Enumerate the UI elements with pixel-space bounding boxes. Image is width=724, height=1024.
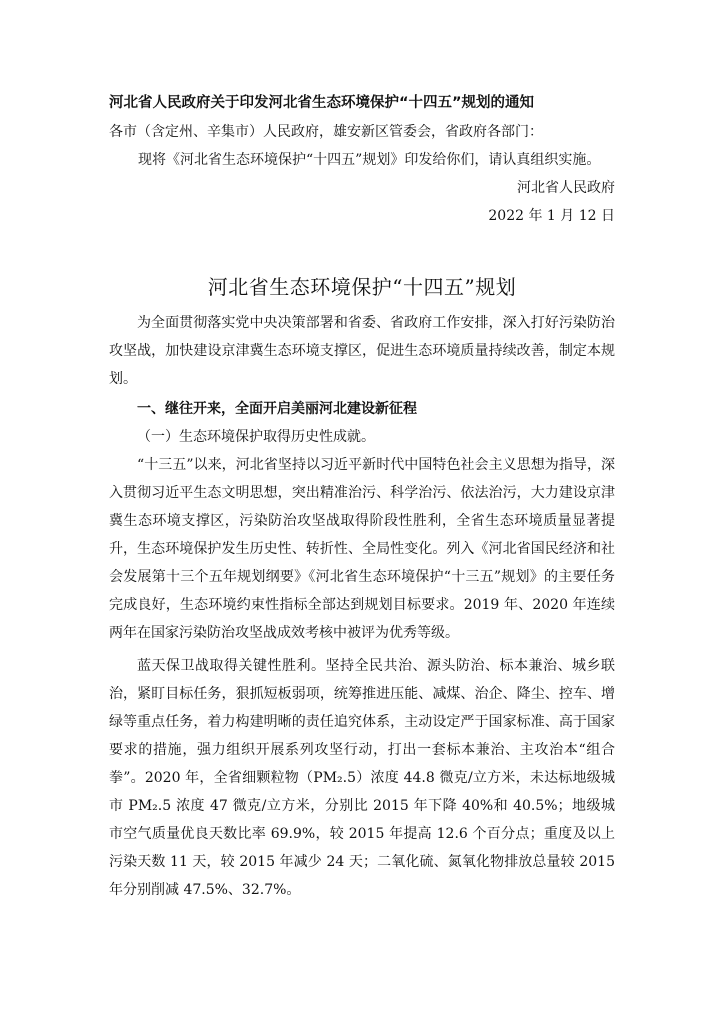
section-1-heading: 一、继往开来，全面开启美丽河北建设新征程 (137, 401, 417, 417)
plan-intro-paragraph: 为全面贯彻落实党中央决策部署和省委、省政府工作安排，深入打好污染防治攻坚战，加快建设京津冀生态环境支撑区，促进生态环境质量持续改善，制定本规划。 (109, 315, 615, 387)
body-paragraph-1: “十三五”以来，河北省坚持以习近平新时代中国特色社会主义思想为指导，深入贯彻习近平生态文明思想，突出精准治污、科学治污、依法治污，大力建设京津冀生态环境支撑区，污染防治攻坚战取得阶段性胜利，全省生态环境质量显著提升，生态环境保护发生历史性、转折性、全局性变化。列入《河北省国民经济和社会发展第十三个五年规划纲要》《河北省生态环境保护“十三五”规划》的主要任务完成良好，生态环境约束性指标全部达到规划目标要求。2019 年、2020 年连续两年在国家污染防治攻坚战成效考核中被评为优秀等级。 (109, 457, 615, 641)
subsection-1-heading: （一）生态环境保护取得历史性成就。 (137, 429, 375, 445)
notice-date: 2022 年 1 月 12 日 (488, 208, 615, 224)
notice-signer: 河北省人民政府 (517, 180, 615, 196)
notice-addressee: 各市（含定州、辛集市）人民政府，雄安新区管委会，省政府各部门： (109, 124, 543, 140)
body-paragraph-2: 蓝天保卫战取得关键性胜利。坚持全民共治、源头防治、标本兼治、城乡联治，紧盯目标任务，狠抓短板弱项，统筹推进压能、减煤、治企、降尘、控车、增绿等重点任务，着力构建明晰的责任追究体系，主动设定严于国家标准、高于国家要求的措施，强力组织开展系列攻坚行动，打出一套标本兼治、主攻治本“组合拳”。2020 年，全省细颗粒物（PM₂.5）浓度 44.8 微克/立方米，未达标地级城市 PM₂.5 浓度 47 微克/立方米，分别比 2015 年下降 40%和 40.5%；地级城市空气质量优良天数比率 69.9%，较 2015 年提高 12.6 个百分点；重度及以上污染天数 11 天，较 2015 年减少 24 天；二氧化硫、氮氧化物排放总量较 2015 年分别削减 47.5%、32.7%。 (109, 658, 615, 898)
notice-body: 现将《河北省生态环境保护“十四五”规划》印发给你们，请认真组织实施。 (138, 152, 601, 168)
plan-title: 河北省生态环境保护“十四五”规划 (207, 275, 517, 299)
notice-title: 河北省人民政府关于印发河北省生态环境保护“十四五”规划的通知 (109, 95, 535, 111)
